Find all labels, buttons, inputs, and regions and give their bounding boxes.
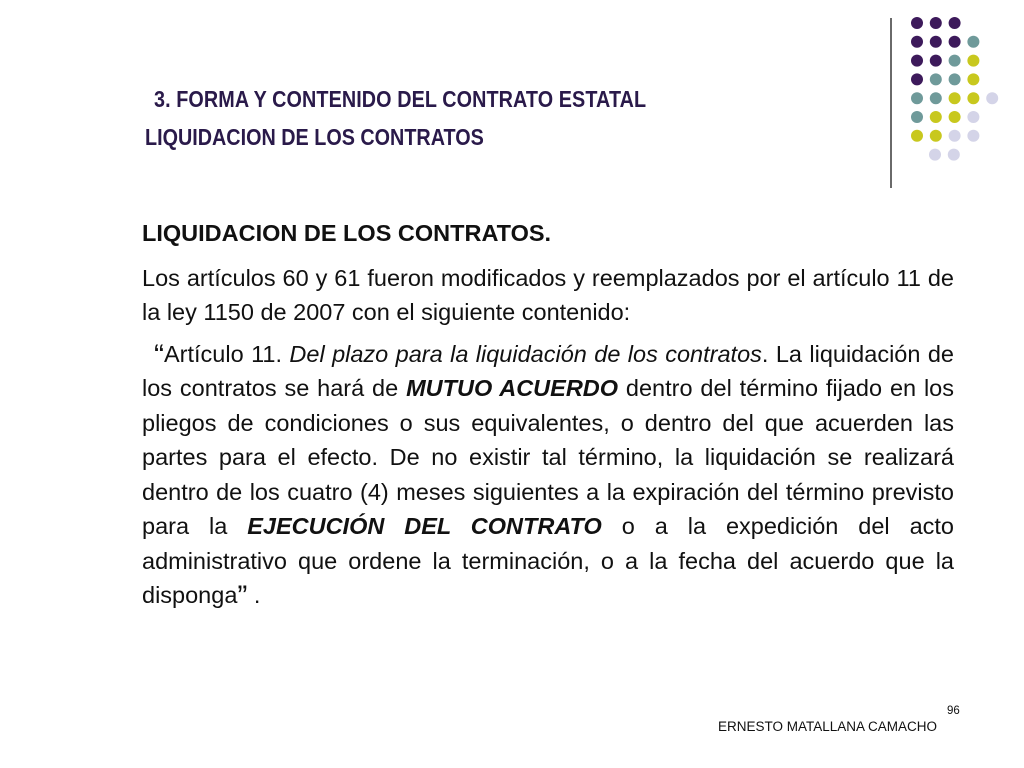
- slide-subtitle: LIQUIDACION DE LOS CONTRATOS: [145, 124, 484, 150]
- open-quote-mark: “: [154, 338, 164, 372]
- decorative-dot: [929, 149, 941, 161]
- emphasis-ejecucion-contrato: EJECUCIÓN DEL CONTRATO: [247, 513, 602, 539]
- decorative-dot: [911, 36, 923, 48]
- decorative-dot: [967, 73, 979, 85]
- decorative-dot: [911, 73, 923, 85]
- section-heading: LIQUIDACION DE LOS CONTRATOS.: [142, 220, 552, 246]
- slide-title: 3. FORMA Y CONTENIDO DEL CONTRATO ESTATAL: [154, 86, 647, 112]
- decorative-dot: [967, 130, 979, 142]
- decorative-dot: [911, 17, 923, 29]
- decorative-dot: [949, 55, 961, 67]
- decorative-dot: [911, 92, 923, 104]
- decorative-dot: [930, 55, 942, 67]
- decorative-dot: [930, 36, 942, 48]
- decorative-dot: [986, 92, 998, 104]
- decorative-dot: [911, 111, 923, 123]
- decorative-dot: [949, 111, 961, 123]
- quoted-article-paragraph: [142, 337, 954, 613]
- decorative-dot: [930, 92, 942, 104]
- decorative-dot: [930, 111, 942, 123]
- decorative-dot: [930, 73, 942, 85]
- decorative-dot: [967, 36, 979, 48]
- article-text-3: o a la expedición del acto administrativo que ordene la terminación, o a la fecha del acuerdo que la disponga: [142, 513, 954, 608]
- article-lead: Artículo 11.: [164, 340, 290, 367]
- article-text-1: . La liquidación de los contratos se hará de: [142, 340, 954, 401]
- slide-body: [142, 216, 954, 620]
- decorative-dot: [911, 130, 923, 142]
- article-trailing: .: [247, 582, 261, 608]
- decorative-dot: [967, 92, 979, 104]
- decorative-dot-grid: [0, 0, 1024, 200]
- decorative-dot: [949, 36, 961, 48]
- article-italic-title: Del plazo para la liquidación de los contratos: [289, 340, 762, 367]
- intro-paragraph: Los artículos 60 y 61 fueron modificados y reemplazados por el artículo 11 de la ley 1150 de 2007 con el siguiente contenido:: [142, 264, 954, 325]
- decorative-dot: [967, 55, 979, 67]
- decorative-dot: [949, 92, 961, 104]
- decorative-dot: [948, 149, 960, 161]
- page-number: 96: [947, 705, 960, 717]
- emphasis-mutuo-acuerdo: MUTUO ACUERDO: [406, 375, 619, 401]
- decorative-dot: [930, 17, 942, 29]
- decorative-dot: [949, 17, 961, 29]
- decorative-dot: [911, 55, 923, 67]
- decorative-dot: [967, 111, 979, 123]
- decorative-dot: [949, 73, 961, 85]
- close-quote-mark: ”: [237, 580, 248, 613]
- decorative-dot: [930, 130, 942, 142]
- article-text-2: dentro del término fijado en los pliegos de condiciones o sus equivalentes, o dentro del que acuerden las partes para el efecto. De no existir tal término, la liquidación se realizará dentro de los cuatro (4) meses siguientes a la expiración del término previsto para la: [142, 375, 955, 539]
- footer-author: ERNESTO MATALLANA CAMACHO: [718, 719, 938, 734]
- decorative-dot: [949, 130, 961, 142]
